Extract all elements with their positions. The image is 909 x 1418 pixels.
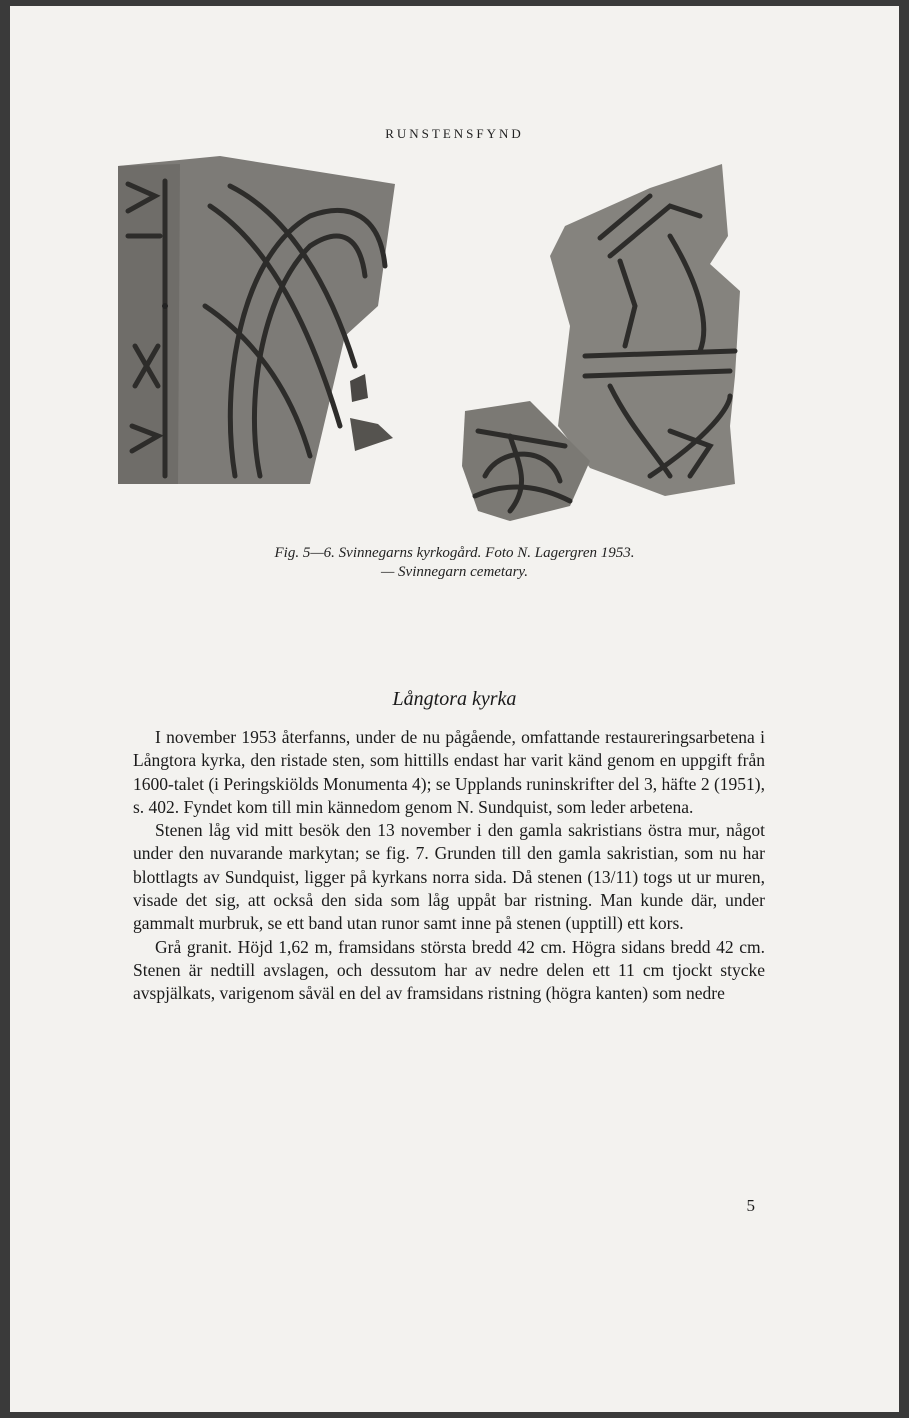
page-number: 5 bbox=[746, 1196, 755, 1215]
caption-line-1: Fig. 5—6. Svinnegarns kyrkogård. Foto N. Lagergren 1953. bbox=[274, 545, 635, 561]
right-stone-photo bbox=[550, 164, 740, 496]
paragraph: Grå granit. Höjd 1,62 m, framsidans största bredd 42 cm. Högra sidans bredd 42 cm. Stenen är nedtill avslagen, och dessutom har av nedre delen ett 11 cm tjockt stycke avspjälkats, varigenom såväl en del av framsidans ristning (högra kanten) som nedre bbox=[133, 936, 765, 1004]
running-header: RUNSTENSFYND bbox=[385, 126, 524, 141]
figure-photographs bbox=[10, 6, 899, 546]
small-fragment bbox=[350, 374, 368, 402]
paragraph: Stenen låg vid mitt besök den 13 november i den gamla sakristians östra mur, något under den nuvarande markytan; se fig. 7. Grunden till den gamla sakristian, som nu har blottlagts av Sundquist, ligger på kyrkans norra sida. Då stenen (13/11) togs ut ur muren, visade det sig, att också den sida som låg uppåt bar ristning. Man kunde där, under gammalt murbruk, se ett band utan runor samt inne på stenen (upptill) ett kors. bbox=[133, 820, 765, 934]
section-title: Långtora kyrka bbox=[392, 688, 517, 710]
paragraph: I november 1953 återfanns, under de nu pågående, omfattande restaureringsarbetena i Långtora kyrka, den ristade sten, som hittills endast har varit känd genom en uppgift från 1600-talet (i Peringskiölds Monumenta 4); se Upplands runinskrifter del 3, häfte 2 (1951), s. 402. Fyndet kom till min kännedom genom N. Sundquist, som leder arbetena. bbox=[133, 727, 765, 817]
caption-line-2: — Svinnegarn cemetary. bbox=[380, 564, 529, 580]
body-text bbox=[133, 726, 765, 1006]
page bbox=[10, 6, 899, 1412]
figure-caption bbox=[10, 544, 899, 582]
small-fragment bbox=[350, 418, 393, 451]
